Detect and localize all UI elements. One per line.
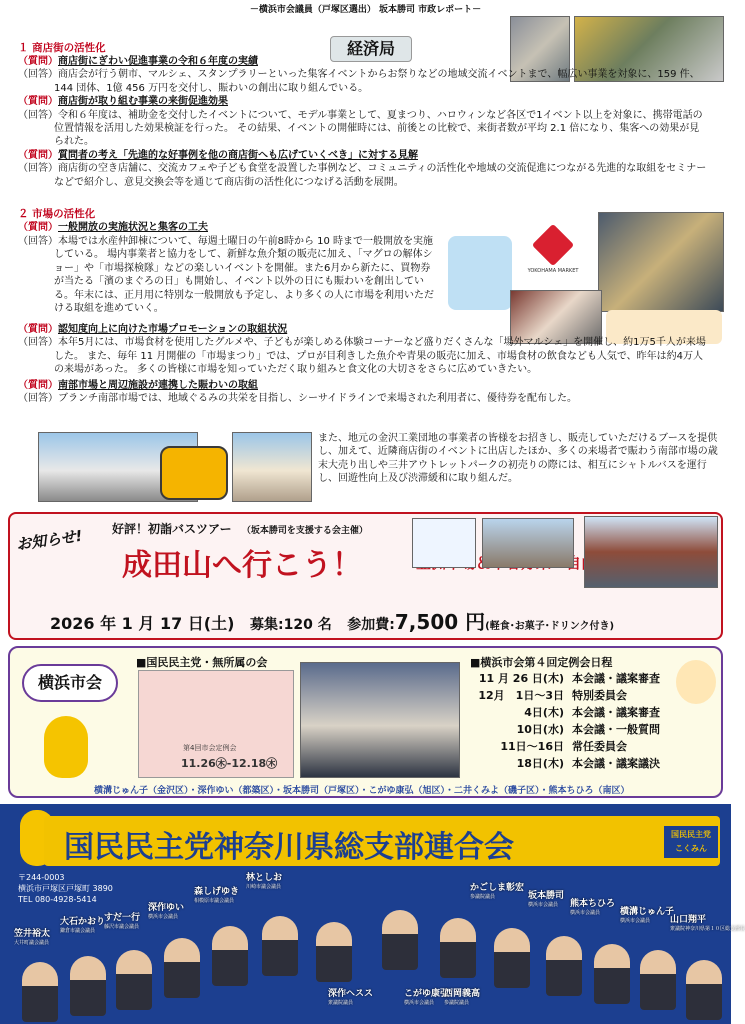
qa-answer [18, 392, 708, 405]
answer-text: 商店街の空き店舗に、交流カフェや子ども食堂を設置した事例など、コミュニティの活性化や地域の交流促進につながる先進的な取組をセミナーなどで紹介し、意見交換会等を通じて商店街の活性化につなげる活動を展開。 [54, 163, 707, 188]
member-portrait [494, 928, 530, 988]
member-caption [328, 986, 373, 1006]
yokohama-market-logo [518, 226, 588, 286]
qa-item [18, 221, 478, 234]
member-role: 衆議院神奈川県第１０区総支部長 [670, 926, 745, 932]
member-role: 参議院議員 [470, 894, 496, 900]
member-portrait [686, 960, 722, 1020]
member-caption [570, 896, 615, 916]
member-caption [148, 900, 184, 920]
schedule-event: 本会議・議案議決 [572, 757, 660, 770]
schedule-event: 常任委員会 [572, 740, 627, 753]
member-portrait [440, 918, 476, 978]
member-role: 横浜市会議員 [404, 1000, 435, 1006]
question-text: 一般開放の実施状況と集客の工夫 [58, 222, 208, 233]
qa-list [18, 55, 708, 189]
member-portrait [70, 956, 106, 1016]
answer-label: （回答） [18, 393, 58, 405]
party-logo [664, 826, 718, 858]
stall-illustration [412, 518, 476, 568]
member-role: 横浜市会議員 [570, 910, 601, 916]
member-caption [470, 880, 524, 900]
qa-question [18, 55, 708, 68]
schedule-title: ■横浜市会第４回定例会日程 [470, 656, 613, 669]
schedule-row [472, 670, 668, 687]
question-label: （質問） [18, 56, 58, 67]
member-caption [246, 870, 282, 890]
schedule-row [472, 738, 668, 755]
qa-answer [18, 235, 434, 315]
section-title: １ 商店街の活性化 [18, 42, 106, 54]
qa-answer [18, 336, 708, 376]
schedule-date: 11日～16日 [500, 740, 564, 753]
member-caption [194, 884, 239, 904]
member-caption [528, 888, 564, 908]
schedule-date: 12月 1日～3日 [478, 689, 564, 702]
member-portrait [382, 910, 418, 970]
tour-date: 2026 年 1 月 17 日(土) [50, 614, 235, 633]
tour-fee-note: (軽食･お菓子･ドリンク付き) [485, 621, 615, 632]
answer-text: ブランチ南部市場では、地域ぐるみの共栄を目指し、シーサイドラインで来場された利用者に、優待券を配布した。 [58, 393, 577, 405]
member-caption [670, 912, 745, 932]
qa-question [18, 95, 708, 108]
member-name: 横溝じゅん子 [620, 907, 675, 917]
schedule-date: 18日(木) [516, 757, 564, 770]
qa-answer [18, 162, 708, 189]
qa-answer [18, 109, 708, 149]
tour-fee: 7,500 円 [394, 610, 486, 634]
member-name: 山口翔平 [670, 915, 707, 925]
member-role: 大井町議会議員 [14, 940, 50, 946]
schedule-row [472, 704, 668, 721]
report-header: －横浜市会議員（戸塚区選出） 坂本勝司 市政レポート－ [249, 5, 482, 15]
tour-tagline [112, 520, 368, 537]
member-name: かごしま彰宏 [470, 883, 525, 893]
market-aisle-photo [598, 212, 724, 312]
member-role: 衆議院議員 [328, 1000, 354, 1006]
member-caption [104, 910, 140, 930]
schedule-date: 11 月 26 日(木) [478, 672, 564, 685]
member-role: 参議院議員 [444, 1000, 470, 1006]
schedule-row [472, 687, 668, 704]
member-portrait [594, 944, 630, 1004]
tour-tagline-text: 好評！初詣バスツアー [112, 522, 232, 536]
question-text: 商店街が取り組む事業の来街促進効果 [58, 96, 228, 108]
naritasan-street-photo [482, 518, 574, 568]
qa-answer [18, 68, 708, 95]
answer-label: （回答） [18, 69, 58, 81]
member-caption [404, 986, 449, 1006]
market-logo-text: YOKOHAMA MARKET [527, 268, 579, 274]
party-address [18, 872, 113, 905]
member-name: 笠井裕太 [14, 929, 51, 939]
group-title: ■国民民主党・無所属の会 [136, 656, 268, 669]
answer-text: 本場では水産仲卸棟について、毎週土曜日の午前8時から 10 時まで一般開放を実施している。 場内事業者と協力をして、新鮮な魚介類の販売に加え、「マグロの解体ショー」や「市場探検隊」などの楽しいイベントを開催。また6月から新たに、買物券が当たる「濱のまぐろの日」も開始し、イベント以外の日にも賑わいを創出している。年末には、正月用に特別な一般開放も予定し、より多くの人に市場を利用いただける取組を進めていく。 [54, 236, 434, 315]
city-council-badge: 横浜市会 [22, 664, 118, 702]
southern-market-text: また、地元の金沢工業団地の事業者の皆様をお招きし、販売していただけるブースを提供し、加えて、近隣商店街のイベントに出店したほか、多くの来場者で賑わう南部市場の歳末大売り出しや三井アウトレットパークの初売りの際には、相互にシャトルバスを運行し、回遊性向上及び渋滞緩和に取り組んだ。 [318, 433, 718, 485]
schedule-event: 本会議・議案審査 [572, 672, 660, 685]
poster-dates: 11.26㊍-12.18㊍ [181, 757, 278, 770]
member-name: 深作ヘスス [328, 989, 374, 999]
member-name: 大石かおり [60, 917, 106, 927]
temple-group-photo [584, 516, 718, 588]
member-role: 川崎市議会議員 [246, 884, 282, 890]
members-photo [300, 662, 460, 778]
question-text: 南部市場と周辺施設が連携した賑わいの取組 [58, 379, 258, 391]
member-portrait [116, 950, 152, 1010]
schedule-row [472, 755, 668, 772]
tour-fee-label: 参加費: [347, 617, 395, 633]
party-logo-text: 国民民主党 [671, 830, 711, 839]
schedule-event: 本会議・一般質問 [572, 723, 660, 736]
member-name: 坂本勝司 [528, 891, 565, 901]
outlet-park-photo [232, 432, 312, 502]
schedule-event: 特別委員会 [572, 689, 627, 702]
question-label: （質問） [18, 324, 58, 335]
answer-label: （回答） [18, 109, 58, 121]
member-caption [444, 986, 480, 1006]
member-name: 深作ゆい [148, 903, 185, 913]
question-label: （質問） [18, 379, 58, 391]
answer-label: （回答） [18, 337, 58, 349]
schedule-date: 4日(木) [524, 706, 564, 719]
member-name: 森しげゆき [194, 887, 240, 897]
question-label: （質問） [18, 149, 58, 161]
member-portrait [22, 962, 58, 1022]
tour-capacity: 募集:120 名 [250, 617, 332, 633]
member-portrait [164, 938, 200, 998]
member-portrait [546, 936, 582, 996]
question-text: 認知度向上に向けた市場プロモーションの取組状況 [58, 324, 288, 335]
tour-details [50, 606, 614, 635]
answer-text: 商店会が行う朝市、マルシェ、スタンプラリーといった集客イベントからお祭りなどの地域交流イベントまで、幅広い事業を対象に、159 件、144 団体、1億 456 万円を交付し、賑わいの創出に取り組んでいる。 [54, 69, 700, 94]
bureau-label: 経済局 [330, 36, 412, 62]
member-name: 西岡義高 [444, 989, 481, 999]
member-role: 鎌倉市議会議員 [60, 928, 96, 934]
member-role: 横浜市会議員 [620, 918, 651, 924]
schedule-list [472, 670, 668, 772]
answer-text: 令和６年度は、補助金を交付したイベントについて、モデル事業として、夏まつり、ハロウィンなど各区で1イベント以上を対象に、携帯電話の位置情報を活用した効果検証を行った。 その結果、イベントの開催時には、前後との比較で、来街者数が平均 2.1 倍になり、集客への効果が見られた。 [54, 109, 703, 148]
member-name: こがゆ康弘 [404, 989, 450, 999]
answer-text: 本年5月には、市場食材を使用したグルメや、子どもが楽しめる体験コーナーなど盛りだくさんな「場外マルシェ」を開催し、約1万5千人が来場した。 また、毎年 11 月開催の「市場まつり」では、プロが目利きした魚介や青果の販売に加え、市場食材の飲食なども人気で、昨年は約4万人の来場があった。 多くの皆様に市場を知っていただく取り組みと食文化の大切さをさらに広めていきたい。 [54, 337, 706, 376]
member-caption [14, 926, 50, 946]
qa-question [18, 149, 708, 162]
schedule-event: 本会議・議案審査 [572, 706, 660, 719]
question-label: （質問） [18, 222, 58, 233]
member-role: 藤沢市議会議員 [104, 924, 140, 930]
fish-seller-illustration [448, 236, 512, 310]
question-label: （質問） [18, 96, 58, 108]
answer-label: （回答） [18, 163, 58, 175]
member-name: 林としお [246, 873, 283, 883]
member-role: 相模原市議会議員 [194, 898, 235, 904]
member-portrait [262, 916, 298, 976]
schedule-date: 10日(水) [516, 723, 564, 736]
party-banner-text: 国民民主党神奈川県総支部連合会 [64, 830, 514, 865]
member-portrait [316, 922, 352, 982]
phone-number: TEL 080-4928-5414 [18, 895, 97, 904]
tour-organizer: （坂本勝司を支援する会主催） [241, 526, 368, 536]
member-portrait [640, 950, 676, 1010]
party-logo-sub: こくみん [675, 844, 707, 853]
member-role: 横浜市会議員 [148, 914, 179, 920]
qa-list-market [18, 323, 708, 405]
section-shopping-street [18, 40, 708, 189]
address-text: 横浜市戸塚区戸塚町 3890 [18, 884, 113, 893]
question-text: 質問者の考え「先進的な好事例を他の商店街へも広げていくべき」に対する見解 [58, 149, 418, 161]
session-poster [138, 670, 294, 778]
shuttle-bus-illustration [160, 446, 228, 500]
official-mascot-icon [676, 660, 716, 704]
section-title: ２ 市場の活性化 [18, 208, 96, 220]
schedule-row [472, 721, 668, 738]
poster-session: 第4回市会定例会 [183, 744, 237, 752]
rabbit-mascot-icon [44, 716, 88, 778]
notice-badge: お知らせ! [15, 526, 84, 554]
member-portrait [212, 926, 248, 986]
member-role: 横浜市会議員 [528, 902, 559, 908]
tour-title: 成田山へ行こう！ [122, 548, 362, 583]
member-name: すだ一行 [104, 913, 141, 923]
member-name: 熊本ちひろ [570, 899, 616, 909]
address-zip: 〒244-0003 [18, 873, 65, 882]
question-text: 商店街にぎわい促進事業の令和６年度の実績 [58, 56, 258, 67]
answer-label: （回答） [18, 236, 58, 247]
members-list: 横溝じゅん子（金沢区）・深作ゆい（都築区）・坂本勝司（戸塚区）・こがゆ康弘（旭区）・二井くみよ（磯子区）・熊本ちひろ（南区） [94, 786, 630, 796]
member-caption [620, 904, 674, 924]
member-caption [60, 914, 105, 934]
